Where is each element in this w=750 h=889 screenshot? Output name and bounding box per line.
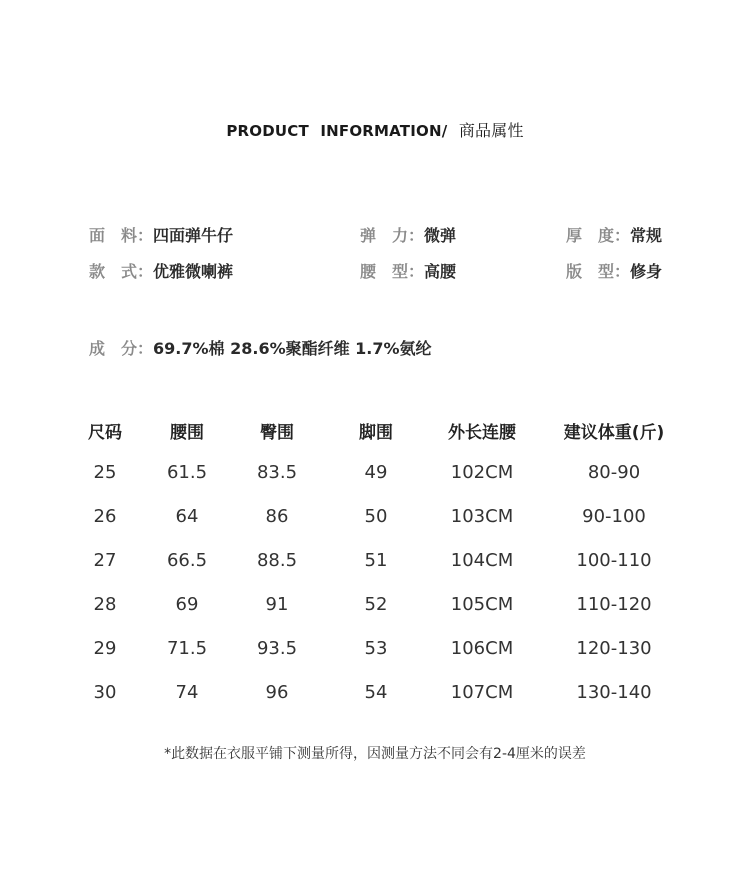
attr-stretch [360, 223, 456, 246]
attr-thickness [566, 223, 662, 246]
cell-hem: 52 [364, 594, 388, 615]
cell-size: 30 [93, 682, 117, 703]
attr-value: 高腰 [424, 262, 457, 281]
attr-label: 厚 度： [566, 226, 631, 245]
attr-style [89, 259, 233, 282]
cell-size: 29 [93, 638, 117, 659]
attr-fit [566, 259, 662, 282]
attr-label: 款 式： [89, 262, 154, 281]
cell-waist: 69 [175, 594, 199, 615]
header-length: 外长连腰 [448, 423, 516, 443]
attr-label: 腰 型： [360, 262, 425, 281]
measurement-note: *此数据在衣服平铺下测量所得，因测量方法不同会有2-4厘米的误差 [164, 746, 586, 762]
cell-hem: 50 [364, 506, 388, 527]
cell-weight: 110-120 [576, 594, 652, 615]
attr-value: 四面弹牛仔 [153, 226, 234, 245]
attr-composition [89, 336, 432, 359]
cell-size: 28 [93, 594, 117, 615]
attr-value: 常规 [630, 226, 663, 245]
table-row [0, 682, 750, 726]
cell-hip: 86 [265, 506, 289, 527]
cell-waist: 71.5 [166, 638, 208, 659]
cell-weight: 90-100 [582, 506, 646, 527]
attr-label: 面 料： [89, 226, 154, 245]
attr-label: 弹 力： [360, 226, 425, 245]
cell-weight: 100-110 [576, 550, 652, 571]
header-waist: 腰围 [170, 423, 204, 443]
table-header-row [0, 418, 750, 462]
attr-waist [360, 259, 456, 282]
title-information: INFORMATION/ [320, 122, 448, 140]
cell-size: 25 [93, 462, 117, 483]
header-size: 尺码 [88, 423, 122, 443]
cell-length: 103CM [450, 506, 514, 527]
table-row [0, 638, 750, 682]
cell-length: 104CM [450, 550, 514, 571]
cell-waist: 74 [175, 682, 199, 703]
cell-waist: 64 [175, 506, 199, 527]
cell-hip: 83.5 [256, 462, 298, 483]
table-row [0, 462, 750, 506]
title-product: PRODUCT [226, 122, 309, 140]
attr-value: 优雅微喇裤 [153, 262, 234, 281]
cell-length: 107CM [450, 682, 514, 703]
cell-weight: 130-140 [576, 682, 652, 703]
attr-value: 69.7%棉 28.6%聚酯纤维 1.7%氨纶 [153, 339, 432, 358]
cell-hem: 53 [364, 638, 388, 659]
cell-hem: 51 [364, 550, 388, 571]
attr-fabric [89, 223, 233, 246]
cell-hem: 54 [364, 682, 388, 703]
cell-waist: 61.5 [166, 462, 208, 483]
size-table [0, 418, 750, 726]
cell-size: 26 [93, 506, 117, 527]
cell-waist: 66.5 [166, 550, 208, 571]
cell-weight: 80-90 [587, 462, 641, 483]
cell-hip: 91 [265, 594, 289, 615]
page-title [0, 118, 750, 141]
cell-hip: 88.5 [256, 550, 298, 571]
attr-value: 修身 [630, 262, 663, 281]
cell-size: 27 [93, 550, 117, 571]
attr-label: 版 型： [566, 262, 631, 281]
cell-weight: 120-130 [576, 638, 652, 659]
table-row [0, 550, 750, 594]
header-hip: 臀围 [260, 423, 294, 443]
attr-value: 微弹 [424, 226, 457, 245]
attr-label: 成 分： [89, 339, 154, 358]
header-hem: 脚围 [359, 423, 393, 443]
cell-length: 102CM [450, 462, 514, 483]
table-row [0, 594, 750, 638]
cell-hem: 49 [364, 462, 388, 483]
table-row [0, 506, 750, 550]
title-chinese: 商品属性 [458, 121, 524, 140]
header-weight: 建议体重(斤) [563, 423, 665, 443]
cell-hip: 93.5 [256, 638, 298, 659]
cell-length: 105CM [450, 594, 514, 615]
cell-length: 106CM [450, 638, 514, 659]
cell-hip: 96 [265, 682, 289, 703]
